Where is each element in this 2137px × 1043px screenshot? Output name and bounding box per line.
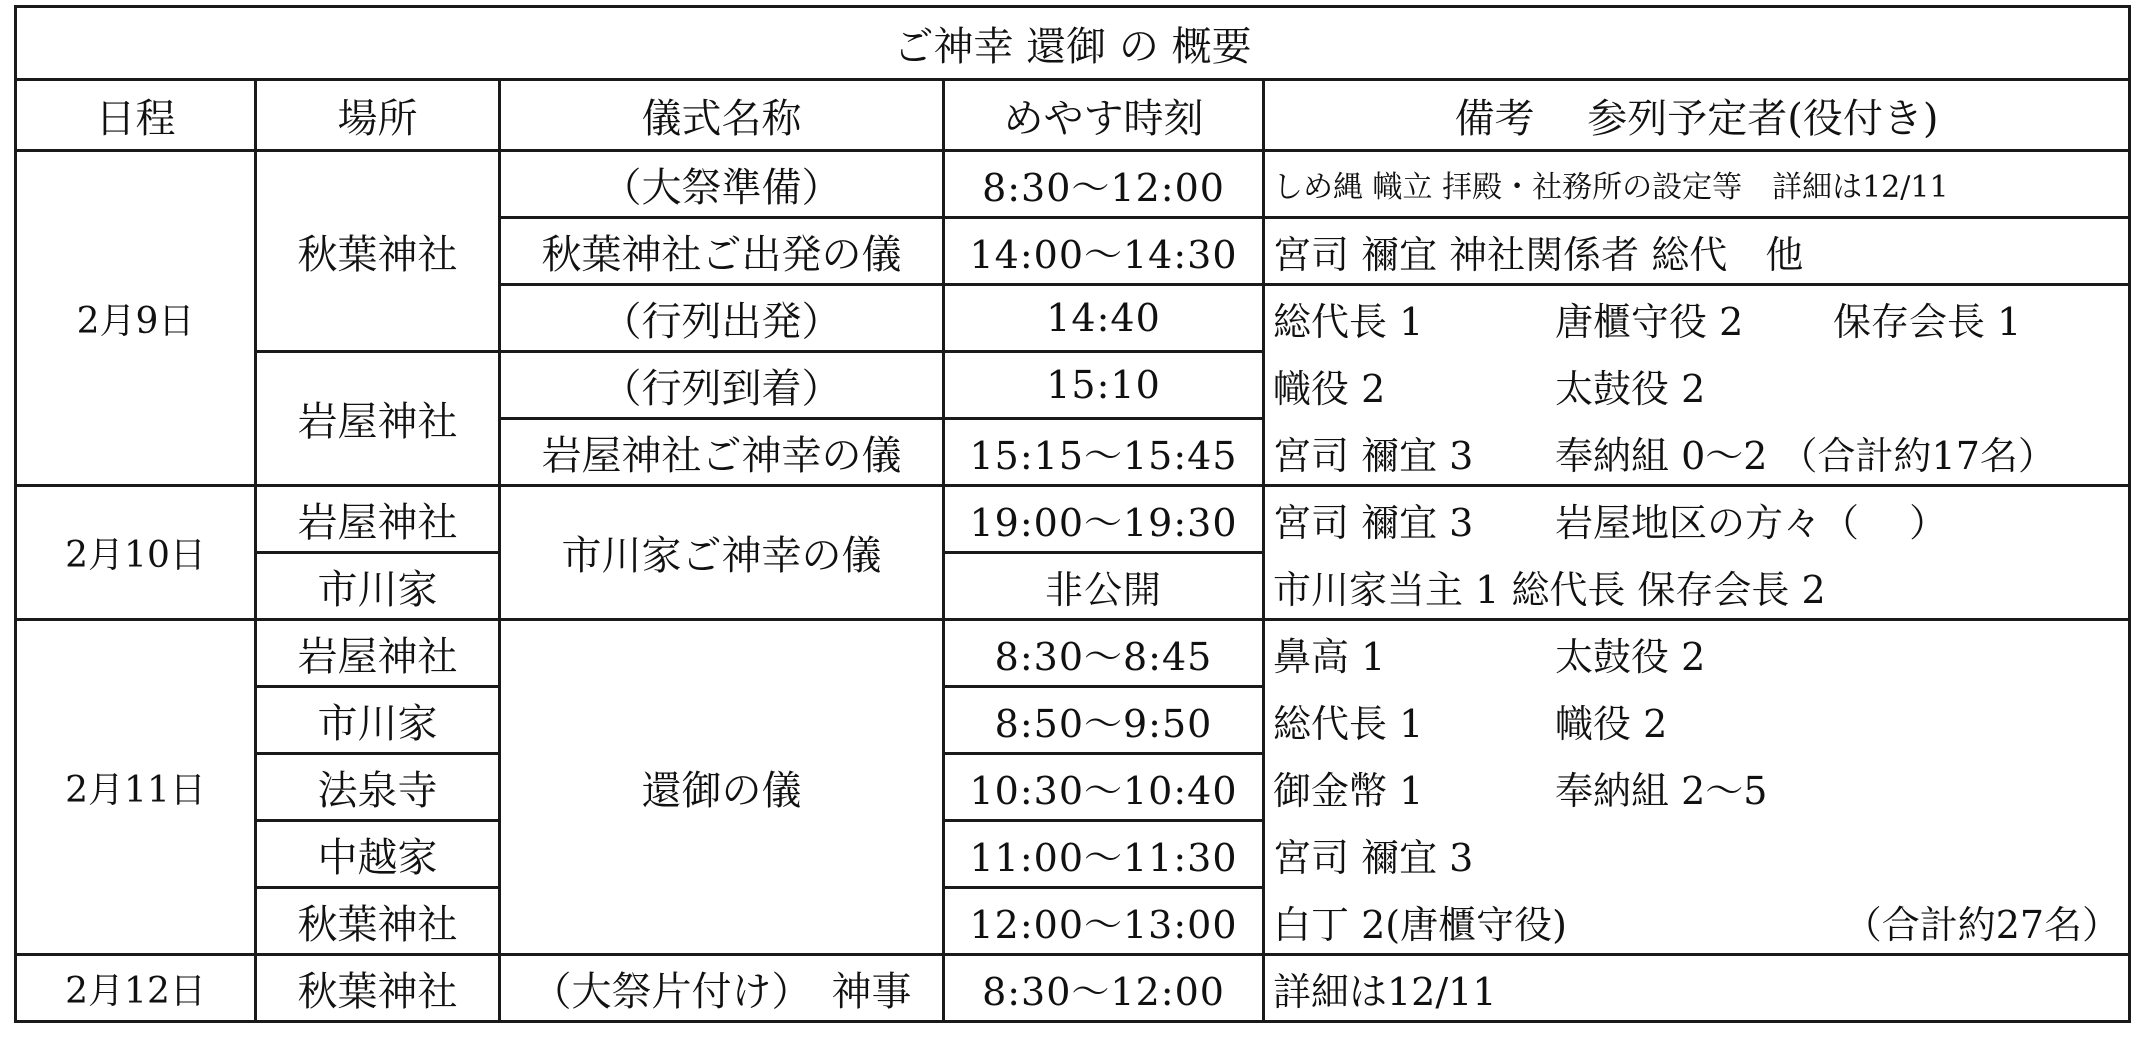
time-cell: 8:30〜8:45: [944, 620, 1264, 687]
time-cell: 8:30〜12:00: [944, 151, 1264, 218]
table-row: [16, 352, 2130, 419]
schedule-table: [14, 5, 2131, 1023]
note-cell: 宮司 禰宜 神社関係者 総代 他: [1264, 218, 2130, 285]
place-cell: 秋葉神社: [256, 888, 500, 955]
table-row: [16, 888, 2130, 955]
place-cell: 市川家: [256, 553, 500, 620]
note-part: （合計約27名）: [1843, 902, 2121, 947]
time-cell: 15:15〜15:45: [944, 419, 1264, 486]
note-part: 御金幣 1: [1273, 768, 1424, 813]
table-row: [16, 754, 2130, 821]
table-row: [16, 620, 2130, 687]
time-cell: 19:00〜19:30: [944, 486, 1264, 553]
ceremony-cell: 秋葉神社ご出発の儀: [500, 218, 944, 285]
ceremony-cell: （行列出発）: [500, 285, 944, 352]
note-part: 太鼓役 2: [1555, 634, 1706, 679]
table-row: [16, 553, 2130, 620]
table-row: [16, 955, 2130, 1022]
note-part: 奉納組 2〜5: [1555, 768, 1768, 813]
note-part: 幟役 2: [1273, 366, 1386, 411]
time-cell: 15:10: [944, 352, 1264, 419]
time-cell: 11:00〜11:30: [944, 821, 1264, 888]
table-row: [16, 687, 2130, 754]
table-row: [16, 486, 2130, 553]
note-cell: [1264, 486, 2130, 553]
table-row: [16, 151, 2130, 218]
note-cell: [1264, 285, 2130, 352]
note-cell: しめ縄 幟立 拝殿・社務所の設定等 詳細は12/11: [1264, 151, 2130, 218]
note-part: 宮司 禰宜 3: [1273, 433, 1474, 478]
date-cell: 2月12日: [16, 955, 256, 1022]
schedule-sheet: [14, 5, 2131, 1023]
note-part: 幟役 2: [1555, 701, 1668, 746]
place-cell: 岩屋神社: [256, 486, 500, 553]
note-cell: [1264, 620, 2130, 687]
place-cell: 秋葉神社: [256, 151, 500, 352]
note-cell: 詳細は12/11: [1264, 955, 2130, 1022]
table-row: [16, 821, 2130, 888]
note-part: 唐櫃守役 2: [1555, 299, 1744, 344]
place-cell: 法泉寺: [256, 754, 500, 821]
ceremony-cell: 岩屋神社ご神幸の儀: [500, 419, 944, 486]
header-date: 日程: [16, 80, 256, 151]
time-cell: 非公開: [944, 553, 1264, 620]
note-cell: [1264, 888, 2130, 955]
note-part: 総代長 1: [1273, 299, 1424, 344]
date-cell: 2月11日: [16, 620, 256, 955]
place-cell: 岩屋神社: [256, 620, 500, 687]
note-cell: [1264, 821, 2130, 888]
ceremony-cell: 還御の儀: [500, 620, 944, 955]
note-part: 白丁 2(唐櫃守役): [1273, 902, 1567, 947]
note-part: 宮司 禰宜 3: [1273, 835, 1474, 880]
note-cell: [1264, 754, 2130, 821]
note-part: 総代長 1: [1273, 701, 1424, 746]
title-row: [16, 7, 2130, 80]
ceremony-cell: （大祭片付け） 神事: [500, 955, 944, 1022]
header-place: 場所: [256, 80, 500, 151]
ceremony-cell: （大祭準備）: [500, 151, 944, 218]
note-cell: [1264, 419, 2130, 486]
place-cell: 中越家: [256, 821, 500, 888]
time-cell: 8:50〜9:50: [944, 687, 1264, 754]
place-cell: 市川家: [256, 687, 500, 754]
time-cell: 14:00〜14:30: [944, 218, 1264, 285]
note-part: 太鼓役 2: [1555, 366, 1706, 411]
note-part: 奉納組 0〜2 （合計約17名）: [1555, 433, 2056, 478]
table-title: ご神幸 還御 の 概要: [16, 7, 2130, 80]
place-cell: 秋葉神社: [256, 955, 500, 1022]
date-cell: 2月9日: [16, 151, 256, 486]
ceremony-cell: （行列到着）: [500, 352, 944, 419]
ceremony-cell: 市川家ご神幸の儀: [500, 486, 944, 620]
header-ceremony: 儀式名称: [500, 80, 944, 151]
date-cell: 2月10日: [16, 486, 256, 620]
note-part: 鼻高 1: [1273, 634, 1386, 679]
note-part: 宮司 禰宜 3: [1273, 500, 1474, 545]
note-part: 保存会長 1: [1833, 299, 2022, 344]
header-note: 備考 参列予定者(役付き): [1264, 80, 2130, 151]
note-cell: 市川家当主 1 総代長 保存会長 2: [1264, 553, 2130, 620]
note-part: 岩屋地区の方々（ ）: [1555, 500, 1948, 545]
note-cell: [1264, 352, 2130, 419]
header-row: [16, 80, 2130, 151]
header-time: めやす時刻: [944, 80, 1264, 151]
time-cell: 10:30〜10:40: [944, 754, 1264, 821]
note-cell: [1264, 687, 2130, 754]
time-cell: 8:30〜12:00: [944, 955, 1264, 1022]
time-cell: 14:40: [944, 285, 1264, 352]
place-cell: 岩屋神社: [256, 352, 500, 486]
time-cell: 12:00〜13:00: [944, 888, 1264, 955]
